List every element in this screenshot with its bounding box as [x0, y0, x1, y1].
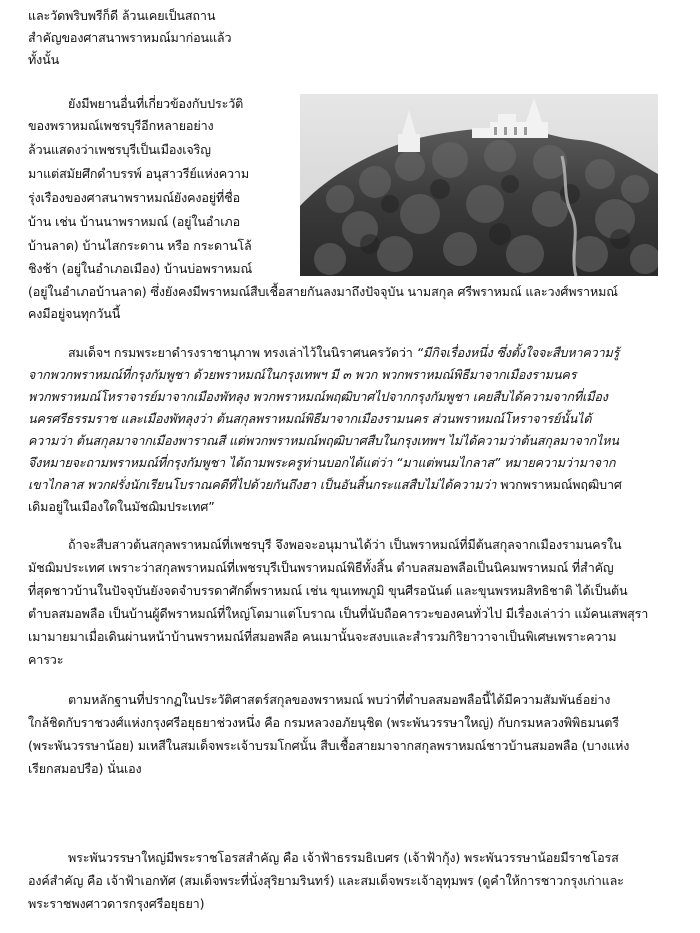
text-span: จึงหมายจะถามพราหมณ์ที่กรุงกัมพูชา ได้ถามพระครูท่านบอกได้แต่ว่า	[28, 455, 393, 470]
text-line: เมามายมาเมื่อเดินผ่านหน้าบ้านพราหมณ์ที่สมอพลือ คนเมานั้นจะสงบและสำรวมกิริยาวาจาเป็นพิเศษเพราะความ	[28, 629, 617, 644]
text-line: มัชฌิมประเทศ เพราะว่าสกุลพราหมณ์ที่เพชรบุรีเป็นพราหมณ์พิธีทั้งสิ้น ตำบลสมอพลือเป็นนิคมพราหมณ์ ที่สำคัญ	[28, 560, 614, 575]
text-line: มาแต่สมัยศึกดำบรรพ์ อนุสาวรีย์แห่งความ	[28, 166, 249, 181]
text-line: ถ้าจะสืบสาวต้นสกุลพราหมณ์ที่เพชรบุรี จึงพอจะอนุมานได้ว่า เป็นพราหมณ์ที่มีต้นสกุลจากเมืองรามนครใน	[68, 537, 622, 552]
text-line: รุ่งเรืองของศาสนาพราหมณ์ยังคงอยู่ที่ชื่อ	[28, 190, 240, 205]
text-line	[28, 475, 622, 495]
text-line: (อยู่ในอำเภอบ้านลาด) ซึ่งยังคงมีพราหมณ์สืบเชื้อสายกันลงมาถึงปัจจุบัน นามสกุล ศรีพราหมณ์ และวงศ์พราหมณ์	[28, 284, 618, 299]
text-line: สำคัญของศาสนาพราหมณ์มาก่อนแล้ว	[28, 30, 232, 45]
text-line: ทั้งนั้น	[28, 52, 60, 67]
text-span: ”	[208, 499, 215, 514]
text-line: คงมีอยู่จนทุกวันนี้	[28, 306, 121, 321]
quote-span: “มีกิจเรื่องหนึ่ง ซึ่งตั้งใจจะสืบหาความรู้	[416, 345, 620, 360]
text-line: คารวะ	[28, 652, 64, 667]
quote-span: “มาแต่พนมไกลาส”	[396, 455, 501, 470]
text-line	[28, 453, 615, 473]
text-line: ใกล้ชิดกับราชวงศ์แห่งกรุงศรีอยุธยาช่วงหนึ่ง คือ กรมหลวงอภัยนุชิต (พระพันวรรษาใหญ่) กับกรมหลวงพิพิธมนตรี	[28, 715, 619, 730]
text-line: ล้วนแสดงว่าเพชรบุรีเป็นเมืองเจริญ	[28, 142, 211, 157]
text-line	[28, 497, 215, 517]
text-line: (พระพันวรรษาน้อย) มเหสีในสมเด็จพระเจ้าบรมโกศนั้น สืบเชื้อสายมาจากสกุลพราหมณ์ชาวบ้านสมอพลือ (บางแห่ง	[28, 738, 630, 753]
text-span: หมายความว่ามาจาก	[504, 455, 616, 470]
text-line: ชิงช้า (อยู่ในอำเภอเมือง) บ้านบ่อพราหมณ์	[28, 261, 252, 276]
text-span: เขาไกลาส พวกฝรั่งนักเรียนโบราณคดีที่ไปด้วยกันถึงฮา เป็นอันสิ้นกระแสสืบไม่ได้ความว่า	[28, 477, 497, 492]
text-line: นครศรีธรรมราช และเมืองพัทลุงว่า ต้นสกุลพราหมณ์พิธีมาจากเมืองรามนคร ส่วนพราหมณ์โหราจารย์นั้นได้	[28, 411, 592, 426]
text-line: ความว่า ต้นสกุลมาจากเมืองพาราณสี แต่พวกพราหมณ์พฤฒิบาศสืบในกรุงเทพฯ ไม่ได้ความว่าต้นสกุลมาจากไหน	[28, 433, 619, 448]
text-line: บ้านลาด) บ้านไสกระดาน หรือ กระดานโล้	[28, 238, 252, 253]
text-line: ของพราหมณ์เพชรบุรีอีกหลายอย่าง	[28, 118, 214, 133]
hill-temple-photo	[300, 94, 658, 276]
text-line: พวกพราหมณ์โหราจารย์มาจากเมืองพัทลุง พวกพราหมณ์พฤฒิบาศไปจากกรุงกัมพูชา เคยสืบได้ความจากที่เมือง	[28, 389, 608, 404]
text-span: สมเด็จฯ กรมพระยาดำรงราชานุภาพ ทรงเล่าไว้ในนิราศนครวัดว่า	[68, 345, 413, 360]
text-line: ตามหลักฐานที่ปรากฏในประวัติศาสตร์สกุลของพราหมณ์ พบว่าที่ตำบลสมอพลือนี้ได้มีความสัมพันธ์อย่าง	[68, 692, 611, 707]
text-line: ยังมีพยานอื่นที่เกี่ยวข้องกับประวัติ	[68, 96, 244, 111]
text-line: องค์สำคัญ คือ เจ้าฟ้าเอกทัศ (สมเด็จพระที่นั่งสุริยามรินทร์) และสมเด็จพระเจ้าอุทุมพร (ดูคำให้การชาวกรุงเก่าและ	[28, 873, 624, 888]
text-line: พระราชพงศาวดารกรุงศรีอยุธยา)	[28, 896, 205, 911]
text-line: พระพันวรรษาใหญ่มีพระราชโอรสสำคัญ คือ เจ้าฟ้าธรรมธิเบศร (เจ้าฟ้ากุ้ง) พระพันวรรษาน้อยมีราชโอรส	[68, 850, 619, 865]
text-line: บ้าน เช่น บ้านนาพราหมณ์ (อยู่ในอำเภอ	[28, 214, 240, 229]
text-span: เดิมอยู่ในเมืองใดในมัชฌิมประเทศ	[28, 499, 209, 514]
text-line: ที่สุดชาวบ้านในปัจจุบันยังจดจำบรรดาศักดิ์พราหมณ์ เช่น ขุนเทพภูมิ ขุนศีรอนันต์ และขุนพรหมสิทธิชาติ ได้เป็นต้น	[28, 583, 628, 598]
text-line: เรียกสมอปรือ) นั่นเอง	[28, 761, 142, 776]
text-line	[68, 343, 619, 363]
text-line: จากพวกพราหมณ์ที่กรุงกัมพูชา ด้วยพราหมณ์ในกรุงเทพฯ มี ๓ พวก พวกพราหมณ์พิธีมาจากเมืองรามนคร	[28, 367, 577, 382]
text-span: พวกพราหมณ์พฤฒิบาศ	[500, 477, 622, 492]
text-line: ตำบลสมอพลือ เป็นบ้านผู้ดีพราหมณ์ที่ใหญ่โตมาแต่โบราณ เป็นที่นับถือคารวะของคนทั่วไป มีเรื่องเล่าว่า แม้คนเสพสุรา	[28, 606, 649, 621]
text-line: และวัดพริบพรีก็ดี ล้วนเคยเป็นสถาน	[28, 8, 216, 23]
